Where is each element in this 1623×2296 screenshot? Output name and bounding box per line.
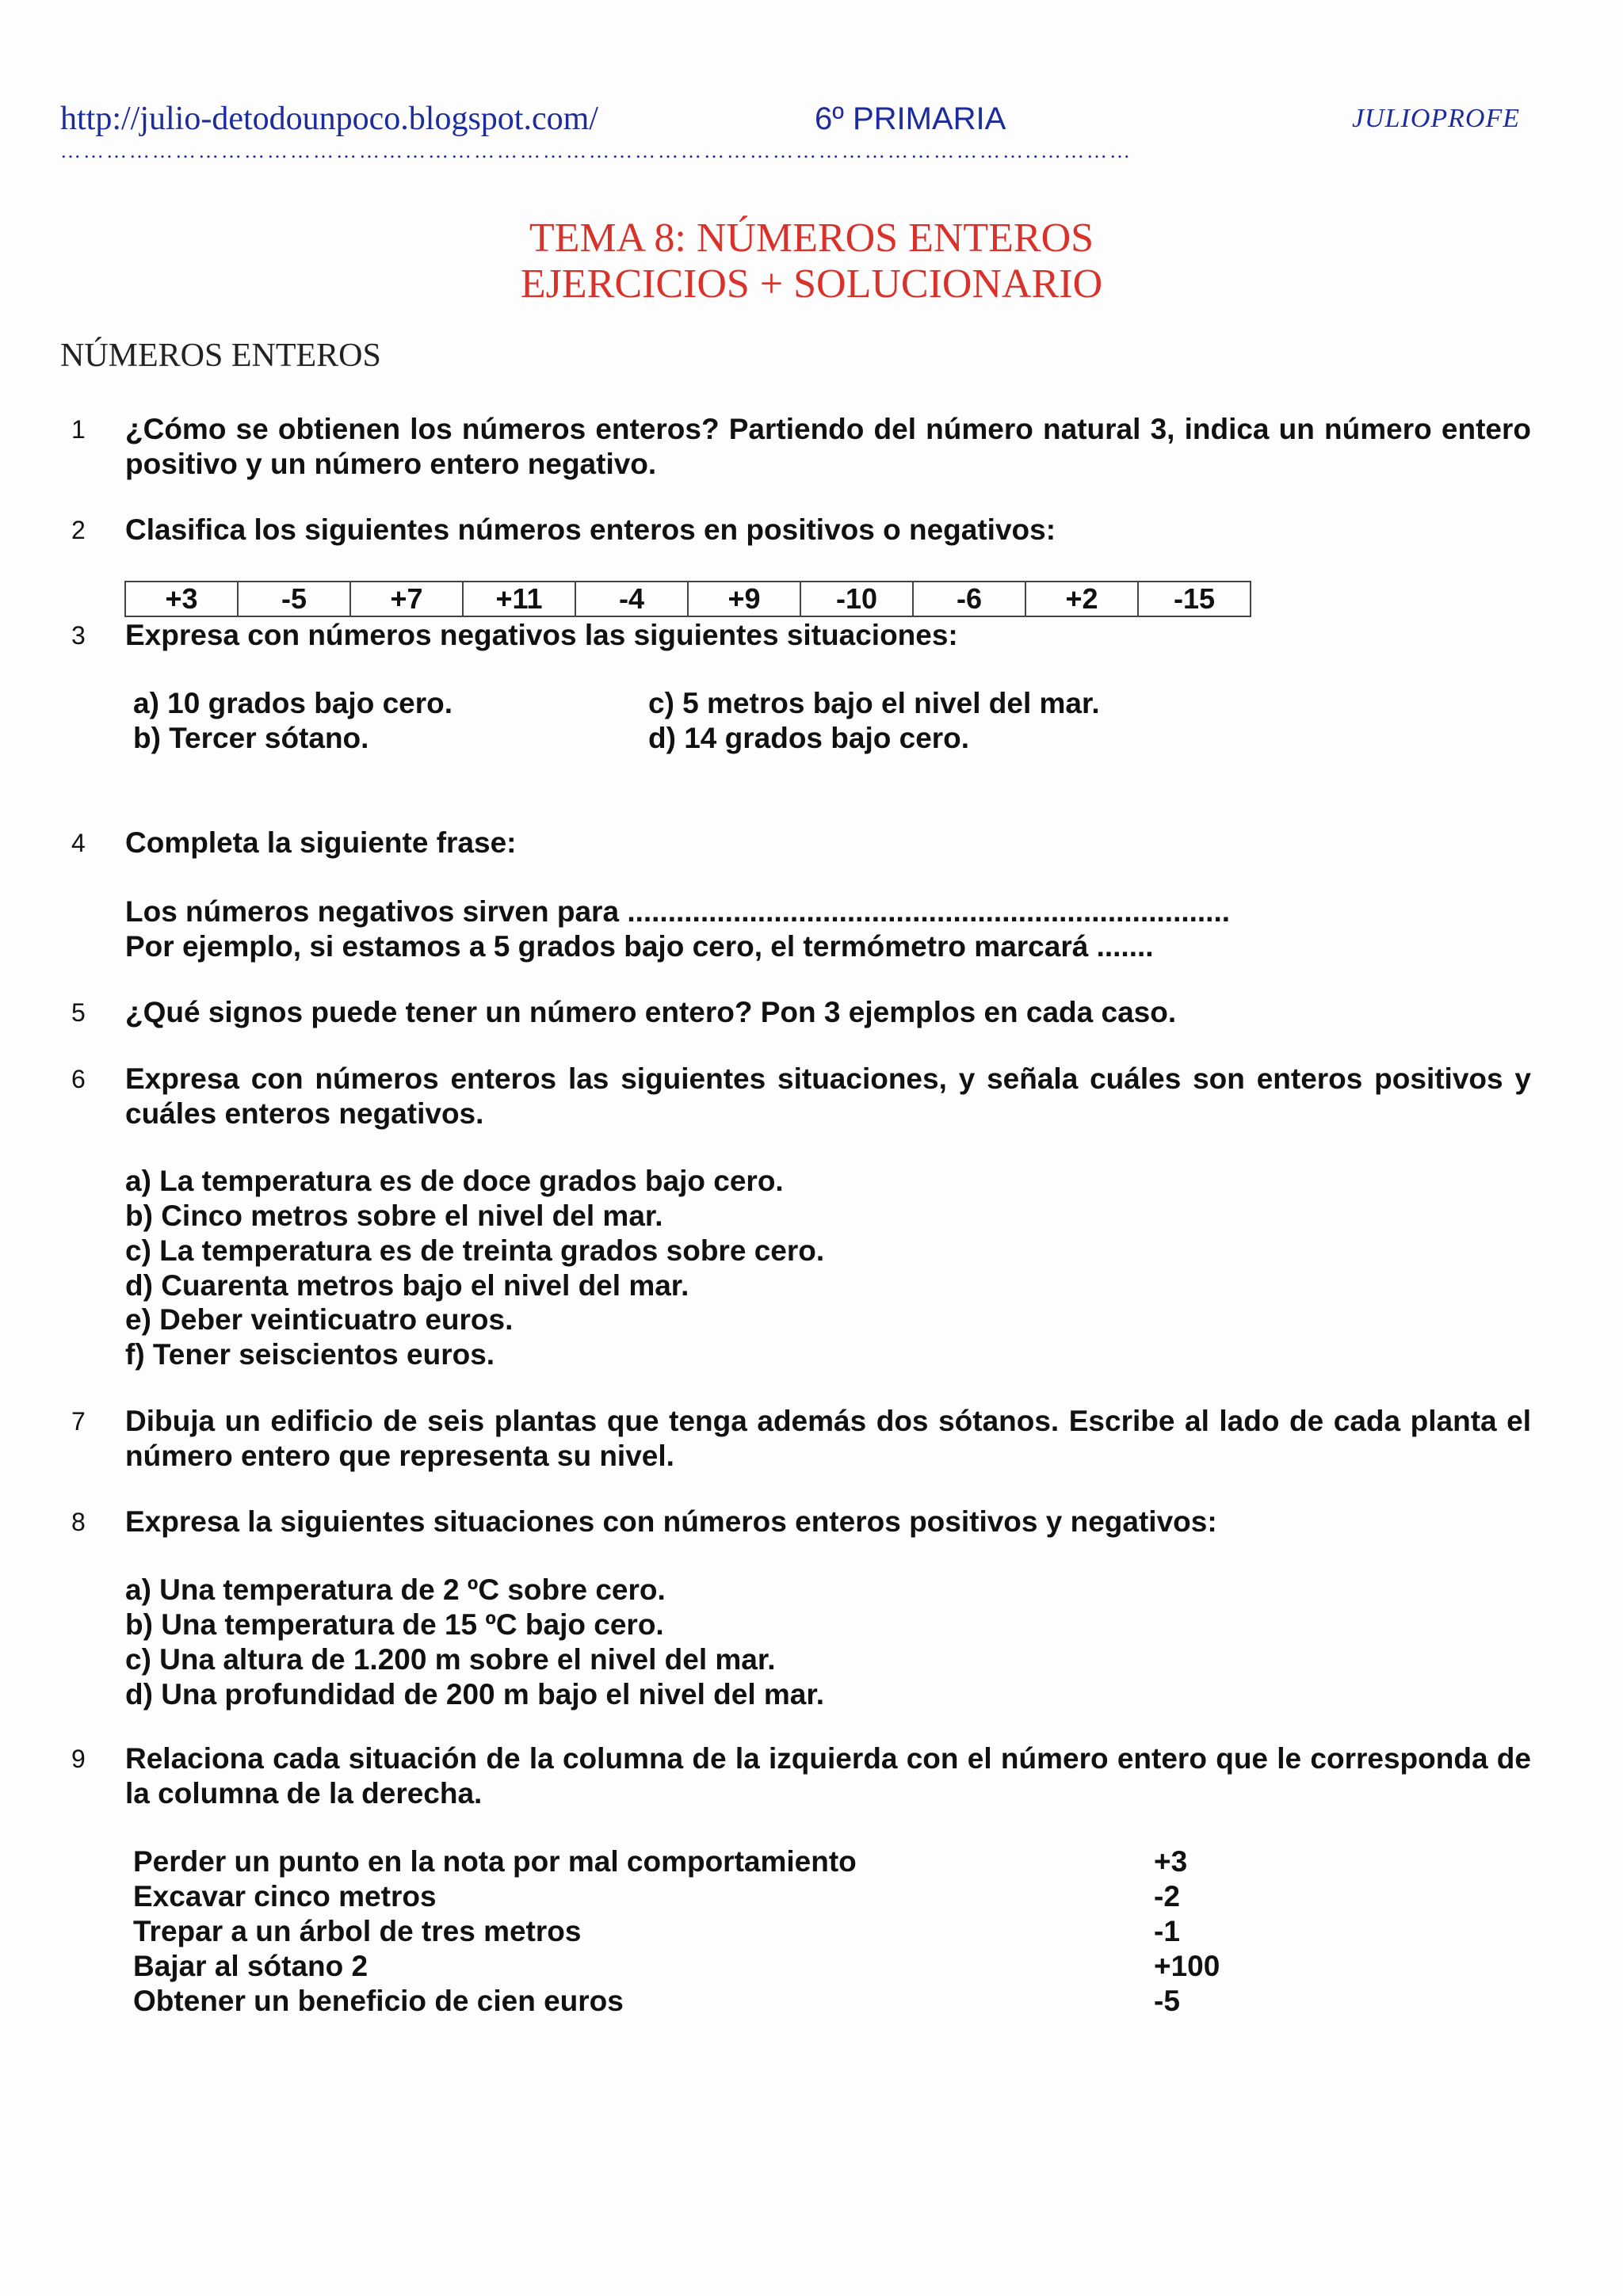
q3-item-c: c) 5 metros bajo el nivel del mar. <box>648 687 1100 719</box>
table-cell: +2 <box>1025 582 1138 616</box>
question-text: Dibuja un edificio de seis plantas que tenga además dos sótanos. Escribe al lado de cada planta el número entero que representa su nivel. <box>125 1405 1531 1472</box>
table-cell: -5 <box>238 582 350 616</box>
question-number: 8 <box>71 1508 86 1536</box>
q6-item: e) Deber veinticuatro euros. <box>125 1303 514 1336</box>
table-cell: +7 <box>350 582 463 616</box>
question-number: 6 <box>71 1065 86 1093</box>
q9-integer: +100 <box>1154 1950 1220 1982</box>
question-number: 2 <box>71 516 86 544</box>
integers-table <box>124 581 1251 617</box>
q8-item: b) Una temperatura de 15 ºC bajo cero. <box>125 1608 664 1641</box>
q6-item: c) La temperatura es de treinta grados sobre cero. <box>125 1234 825 1267</box>
question-text: ¿Qué signos puede tener un número entero? Pon 3 ejemplos en cada caso. <box>125 996 1177 1028</box>
question-text: ¿Cómo se obtienen los números enteros? Partiendo del número natural 3, indica un número entero positivo y un número entero negativo. <box>125 413 1531 480</box>
table-cell: -15 <box>1138 582 1251 616</box>
table-cell: +11 <box>463 582 575 616</box>
author-label: JULIOPROFE <box>1351 104 1520 133</box>
q9-situation: Perder un punto en la nota por mal comportamiento <box>133 1845 857 1878</box>
q3-item-b: b) Tercer sótano. <box>133 722 369 754</box>
table-cell: -6 <box>913 582 1025 616</box>
page-title-line-1: TEMA 8: NÚMEROS ENTEROS <box>529 215 1094 261</box>
grade-label: 6º PRIMARIA <box>815 101 1006 136</box>
q6-item: f) Tener seiscientos euros. <box>125 1338 495 1371</box>
question-number: 1 <box>71 415 86 444</box>
section-heading: NÚMEROS ENTEROS <box>60 338 381 374</box>
question-text: Clasifica los siguientes números enteros en positivos o negativos: <box>125 513 1056 546</box>
q3-item-a: a) 10 grados bajo cero. <box>133 687 453 719</box>
q6-item: a) La temperatura es de doce grados bajo cero. <box>125 1165 784 1197</box>
q9-situation: Obtener un beneficio de cien euros <box>133 1985 624 2017</box>
q8-item: d) Una profundidad de 200 m bajo el nivel del mar. <box>125 1678 825 1711</box>
question-text: Expresa con números negativos las siguientes situaciones: <box>125 619 958 651</box>
q8-item: a) Una temperatura de 2 ºC sobre cero. <box>125 1573 666 1606</box>
q4-line-1: Los números negativos sirven para .......................................................................... <box>125 895 1231 928</box>
q9-integer: -1 <box>1154 1915 1180 1947</box>
q9-integer: -2 <box>1154 1880 1180 1913</box>
header-dotted-divider: ………………………………………………………………………………………………………………..………… <box>60 139 1132 162</box>
question-text: Completa la siguiente frase: <box>125 826 517 859</box>
q8-item: c) Una altura de 1.200 m sobre el nivel del mar. <box>125 1643 776 1676</box>
q9-situation: Trepar a un árbol de tres metros <box>133 1915 582 1947</box>
table-cell: -10 <box>800 582 913 616</box>
question-number: 3 <box>71 621 86 650</box>
question-number: 4 <box>71 829 86 857</box>
table-cell: +3 <box>125 582 238 616</box>
question-number: 9 <box>71 1745 86 1773</box>
question-text: Expresa con números enteros las siguientes situaciones, y señala cuáles son enteros positivos y cuáles enteros negativos. <box>125 1062 1531 1130</box>
question-number: 5 <box>71 998 86 1027</box>
q9-situation: Excavar cinco metros <box>133 1880 437 1913</box>
table-cell: +9 <box>688 582 800 616</box>
table-row <box>125 582 1251 616</box>
blog-url-link[interactable]: http://julio-detodounpoco.blogspot.com/ <box>60 101 598 137</box>
question-text: Relaciona cada situación de la columna de la izquierda con el número entero que le corresponda de la columna de la derecha. <box>125 1742 1531 1810</box>
table-cell: -4 <box>575 582 688 616</box>
q9-situation: Bajar al sótano 2 <box>133 1950 369 1982</box>
q9-integer: +3 <box>1154 1845 1188 1878</box>
q9-integer: -5 <box>1154 1985 1180 2017</box>
q6-item: d) Cuarenta metros bajo el nivel del mar. <box>125 1269 689 1302</box>
q4-line-2: Por ejemplo, si estamos a 5 grados bajo cero, el termómetro marcará ....... <box>125 930 1154 963</box>
page-title-line-2: EJERCICIOS + SOLUCIONARIO <box>520 261 1103 307</box>
q6-item: b) Cinco metros sobre el nivel del mar. <box>125 1199 663 1232</box>
question-number: 7 <box>71 1407 86 1436</box>
question-text: Expresa la siguientes situaciones con números enteros positivos y negativos: <box>125 1505 1217 1538</box>
q3-item-d: d) 14 grados bajo cero. <box>648 722 970 754</box>
